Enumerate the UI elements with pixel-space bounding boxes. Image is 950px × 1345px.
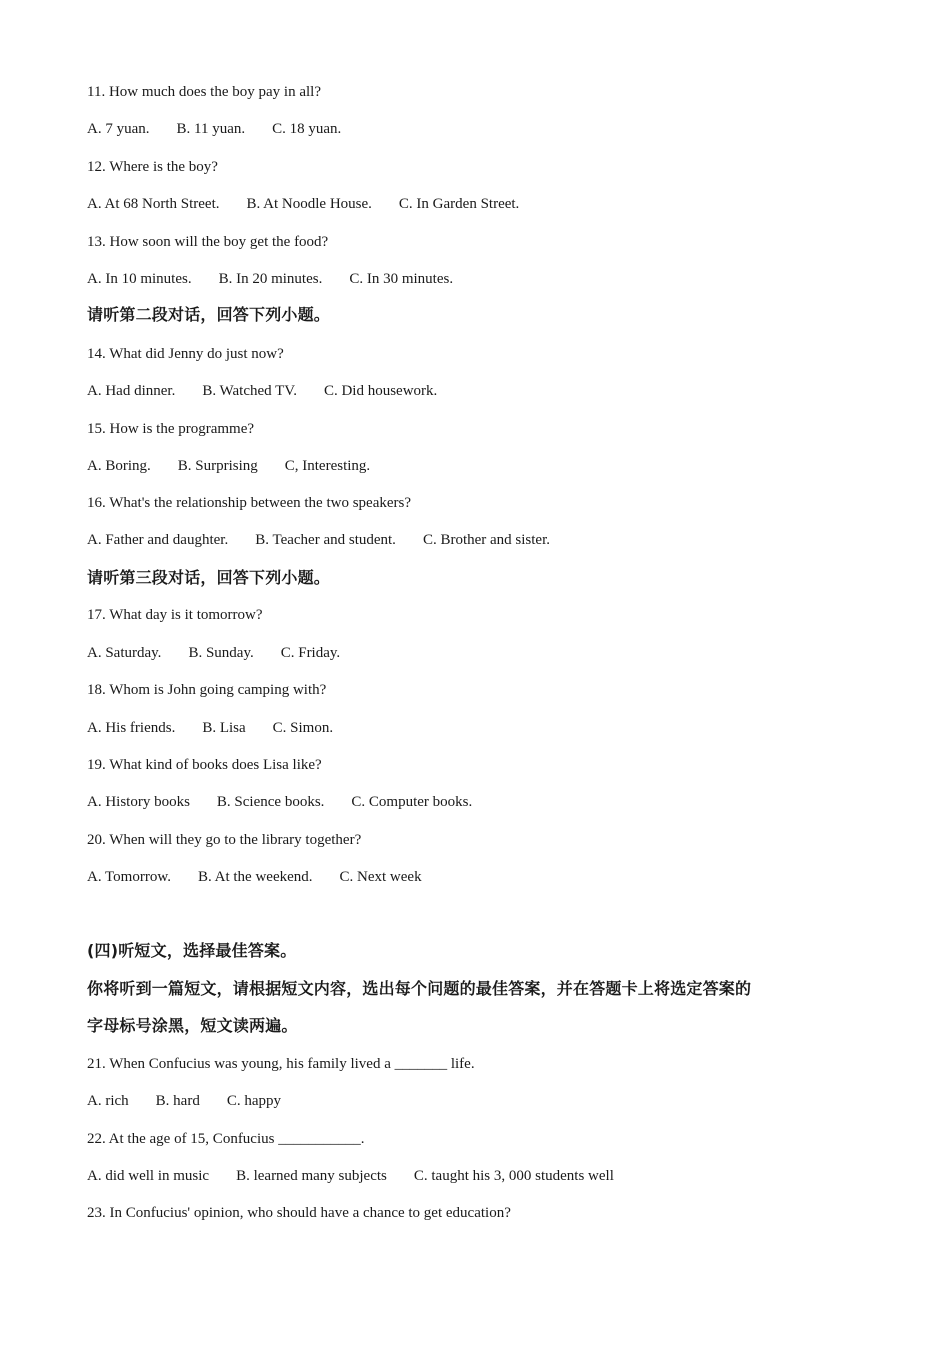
- answer-options: [87, 119, 341, 139]
- answer-option-b: B. At the weekend.: [197, 869, 313, 885]
- question-text: 23. In Confucius' opinion, who should have a chance to get education?: [87, 1205, 511, 1221]
- question-text: 18. Whom is John going camping with?: [87, 682, 327, 698]
- answer-option-c: C. Next week: [339, 869, 422, 885]
- section-instruction: 请听第三段对话，回答下列小题。: [87, 568, 331, 587]
- answer-options: [87, 643, 340, 663]
- answer-option-b: B. 11 yuan.: [176, 121, 246, 137]
- answer-options: [87, 1166, 614, 1186]
- answer-option-b: B. learned many subjects: [236, 1168, 387, 1184]
- section-instruction: 请听第二段对话，回答下列小题。: [87, 305, 331, 324]
- answer-option-a: A. Had dinner.: [87, 383, 176, 399]
- answer-option-a: A. Tomorrow.: [87, 869, 171, 885]
- answer-option-a: A. Boring.: [87, 458, 151, 474]
- answer-option-b: B. Watched TV.: [202, 383, 297, 399]
- answer-option-c: C. happy: [226, 1093, 281, 1109]
- section-instruction: (四)听短文，选择最佳答案。: [87, 941, 297, 960]
- answer-options: [87, 718, 333, 738]
- answer-option-c: C. 18 yuan.: [272, 121, 342, 137]
- answer-options: [87, 456, 370, 476]
- answer-option-c: C. Brother and sister.: [422, 532, 551, 548]
- answer-option-a: A. Saturday.: [87, 645, 162, 661]
- question-text: 12. Where is the boy?: [87, 159, 218, 175]
- answer-option-c: C. Did housework.: [323, 383, 438, 399]
- answer-option-a: A. rich: [87, 1093, 129, 1109]
- answer-option-c: C, Interesting.: [284, 458, 371, 474]
- answer-options: [87, 867, 422, 887]
- answer-option-a: A. Father and daughter.: [87, 532, 229, 548]
- answer-option-b: B. Teacher and student.: [255, 532, 396, 548]
- answer-options: [87, 381, 437, 401]
- answer-options: [87, 1091, 281, 1111]
- question-text: 21. When Confucius was young, his family lived a _______ life.: [87, 1056, 475, 1072]
- answer-option-a: A. did well in music: [87, 1168, 210, 1184]
- answer-option-b: B. Lisa: [202, 720, 246, 736]
- question-text: 20. When will they go to the library together?: [87, 832, 362, 848]
- question-text: 11. How much does the boy pay in all?: [87, 84, 321, 100]
- question-text: 13. How soon will the boy get the food?: [87, 234, 329, 250]
- answer-option-a: A. At 68 North Street.: [87, 196, 220, 212]
- answer-options: [87, 269, 453, 289]
- question-text: 16. What's the relationship between the two speakers?: [87, 495, 411, 511]
- answer-option-a: A. His friends.: [87, 720, 176, 736]
- answer-option-b: B. Science books.: [216, 794, 325, 810]
- question-text: 15. How is the programme?: [87, 421, 255, 437]
- answer-options: [87, 194, 519, 214]
- question-text: 19. What kind of books does Lisa like?: [87, 757, 322, 773]
- answer-option-c: C. In Garden Street.: [398, 196, 520, 212]
- answer-option-c: C. Computer books.: [351, 794, 473, 810]
- answer-option-c: C. taught his 3, 000 students well: [413, 1168, 614, 1184]
- answer-option-c: C. Friday.: [280, 645, 341, 661]
- answer-option-a: A. In 10 minutes.: [87, 271, 192, 287]
- answer-option-a: A. 7 yuan.: [87, 121, 150, 137]
- answer-option-b: B. Surprising: [177, 458, 258, 474]
- question-text: 14. What did Jenny do just now?: [87, 346, 284, 362]
- answer-option-b: B. hard: [155, 1093, 200, 1109]
- answer-option-c: C. Simon.: [272, 720, 334, 736]
- answer-options: [87, 530, 550, 550]
- answer-option-a: A. History books: [87, 794, 190, 810]
- question-text: 17. What day is it tomorrow?: [87, 607, 263, 623]
- answer-option-b: B. At Noodle House.: [246, 196, 372, 212]
- answer-option-c: C. In 30 minutes.: [349, 271, 454, 287]
- answer-options: [87, 792, 472, 812]
- answer-option-b: B. Sunday.: [188, 645, 254, 661]
- question-text: 22. At the age of 15, Confucius ___________.: [87, 1131, 365, 1147]
- answer-option-b: B. In 20 minutes.: [218, 271, 323, 287]
- section-instruction: 你将听到一篇短文，请根据短文内容，选出每个问题的最佳答案，并在答题卡上将选定答案的: [87, 979, 752, 998]
- section-instruction: 字母标号涂黑，短文读两遍。: [87, 1016, 298, 1035]
